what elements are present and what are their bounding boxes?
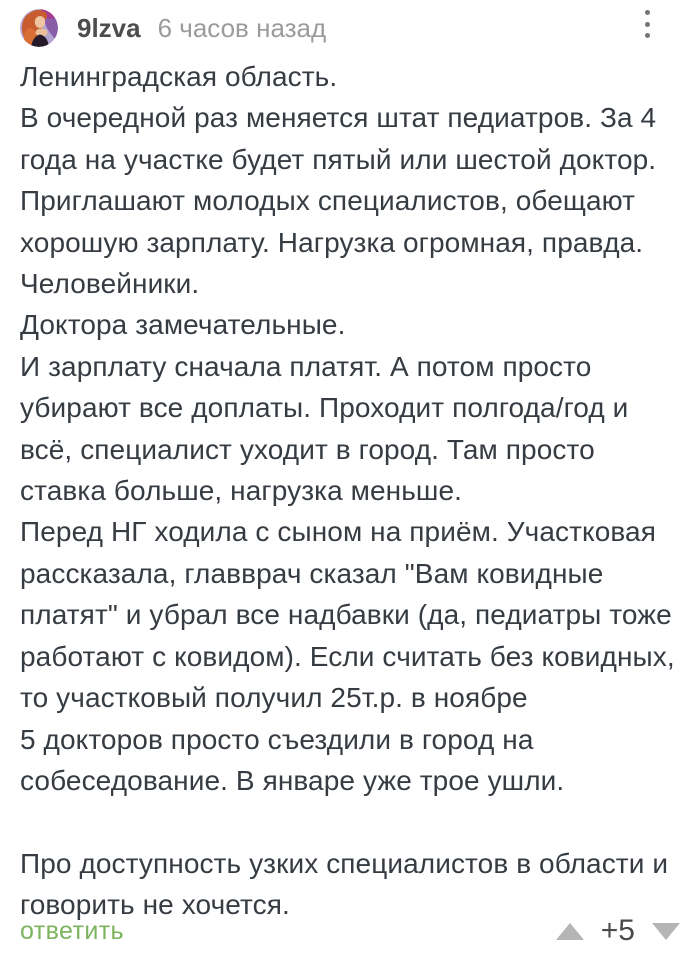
comment-footer [20,914,680,948]
comment-text-line: ставка больше, нагрузка меньше. [20,475,463,507]
comment-text-line: всё, специалист уходит в город. Там просто [20,433,595,465]
avatar[interactable] [20,9,58,47]
comment-text-line: хорошую зарплату. Нагрузка огромная, правда. [20,226,644,258]
comment-text-line: И зарплату сначала платят. А потом просто [20,350,592,382]
upvote-icon[interactable] [556,923,584,940]
comment-text-line: года на участке будет пятый или шестой доктор. [20,143,657,175]
comment-text-line: Приглашают молодых специалистов, обещают [20,185,636,217]
comment-text-line: собеседование. В январе уже трое ушли. [20,764,565,796]
rating-value: +5 [600,914,635,947]
comment-text-line: Перед НГ ходила с сыном на приём. Участковая [20,516,656,548]
comment-text-line: Доктора замечательные. [20,309,346,341]
comment-text-line: Ленинградская область. [20,61,338,92]
comment-header [20,0,680,48]
avatar-image [20,9,58,47]
username[interactable]: 9lzva [77,12,141,43]
comment-text-line: то участковый получил 25т.р. в ноябре [20,682,528,714]
comment-body [20,56,680,926]
vote-controls [556,914,680,948]
comment-text-line: рассказала, главврач сказал "Вам ковидные [20,557,604,589]
comment-text-line: говорить не хочется. [20,889,290,921]
reply-button[interactable]: ответить [20,916,124,945]
comment-text-line: 5 докторов просто съездили в город на [20,723,534,755]
timestamp[interactable]: 6 часов назад [157,12,327,43]
comment-text-line: В очередной раз меняется штат педиатров. За 4 [20,102,657,134]
comment-text-line: убирают все доплаты. Проходит полгода/год и [20,392,629,424]
kebab-menu-icon[interactable] [635,6,659,42]
comment-text-line: платят" и убрал все надбавки (да, педиатры тоже [20,599,672,631]
downvote-icon[interactable] [652,923,680,940]
comment-text-line: Про доступность узких специалистов в области и [20,847,669,879]
comment-text-line [20,801,680,842]
comment-text-line: работают с ковидом). Если считать без ковидных, [20,640,675,672]
comment-text-line: Человейники. [20,268,200,300]
